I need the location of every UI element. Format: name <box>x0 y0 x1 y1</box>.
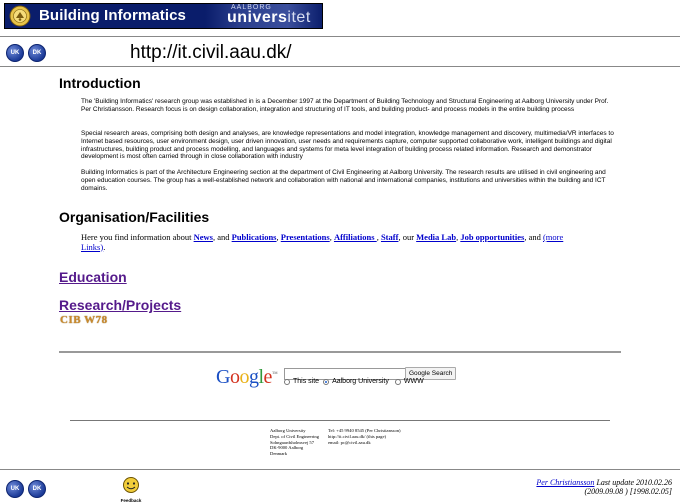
news-link[interactable]: News <box>193 232 213 242</box>
intro-paragraph-1: The 'Building Informatics' research group was established in is a December 1997 at the Department of Building Technology and Structural Engineering at Aalborg University under Prof. Per Christiansson. Research focus is on design collaboration, integration and structuring of IT tools, and building product- and process models in the entire building process <box>81 98 609 113</box>
university-seal-icon <box>9 5 31 27</box>
research-projects-link[interactable]: Research/Projects <box>59 297 182 313</box>
uk-flag-icon[interactable]: UK <box>6 44 24 62</box>
more-links-link[interactable]: (more Links) <box>81 232 564 252</box>
university-logo[interactable]: AALBORG universitet <box>205 4 323 28</box>
top-divider <box>0 36 680 37</box>
google-search-button[interactable]: Google Search <box>405 367 456 380</box>
last-update-info: Per Christiansson Last update 2010.02.26 (2009.09.08 ) [1998.02.05] <box>536 478 672 496</box>
radio-aalborg-university[interactable] <box>323 379 329 385</box>
author-link[interactable]: Per Christiansson <box>536 478 595 487</box>
header-banner <box>4 3 323 29</box>
search-scope-options: This site Aalborg University WWW <box>284 378 424 385</box>
intro-paragraph-2: Special research areas, comprising both design and analyses, are knowledge representations and model integration, knowledge management and discovery, multimedia/VR interfaces to Internet based resources, user environment design, user driven innovation, user needs and requirements capture, computer supported collaborative work, intelligent buildings and digital infrastructures, building product and process modelling, and languages and systems for meta level integration of building process related information. Research and demonstrator development is most often carried through in close collaboration with industry <box>81 130 614 161</box>
footer-divider <box>0 469 680 470</box>
url-heading: http://it.civil.aau.dk/ <box>130 42 292 63</box>
site-title: Building Informatics <box>39 7 187 24</box>
feedback-face-icon <box>120 477 142 494</box>
google-logo: Google™ <box>216 366 278 388</box>
presentations-link[interactable]: Presentations <box>280 232 330 242</box>
danish-flag-icon[interactable]: DK <box>28 480 46 498</box>
introduction-heading: Introduction <box>59 75 141 91</box>
feedback-button[interactable]: Feedback <box>120 477 142 499</box>
address-block: Aalborg University Dept. of Civil Engineering Sohngaardsholmsvej 57 DK-9000 Aalborg Denmark <box>270 428 319 457</box>
contact-block: Tel: +45 9940 8545 (Per Christiansson) http://it.civil.aau.dk/ (this page) email: pc@civil.aau.dk <box>328 428 401 445</box>
address-divider <box>70 420 610 421</box>
job-opportunities-link[interactable]: Job opportunities <box>460 232 525 242</box>
staff-link[interactable]: Staff <box>380 232 399 242</box>
organisation-heading: Organisation/Facilities <box>59 209 210 225</box>
radio-www[interactable] <box>395 379 401 385</box>
media-lab-link[interactable]: Media Lab <box>416 232 457 242</box>
cib-w78-link[interactable]: CIB W78 <box>60 314 108 326</box>
search-divider <box>59 351 621 353</box>
organisation-paragraph: Here you find information about News, and Publications, Presentations, Affiliations , Staff, our Media Lab, Job opportunities, and (more Links). <box>81 232 564 252</box>
affiliations-link[interactable]: Affiliations <box>333 232 377 242</box>
url-divider <box>0 66 680 67</box>
publications-link[interactable]: Publications <box>231 232 277 242</box>
uk-flag-icon[interactable]: UK <box>6 480 24 498</box>
intro-paragraph-3: Building Informatics is part of the Architecture Engineering section at the department of Civil Engineering at Aalborg University. The research results are utilised in civil engineering and open education courses. The group has a well-established network and collaboration with national and international companies, institutions and universities within the building and ICT domains. <box>81 169 606 192</box>
education-link[interactable]: Education <box>59 269 127 285</box>
radio-this-site[interactable] <box>284 379 290 385</box>
danish-flag-icon[interactable]: DK <box>28 44 46 62</box>
